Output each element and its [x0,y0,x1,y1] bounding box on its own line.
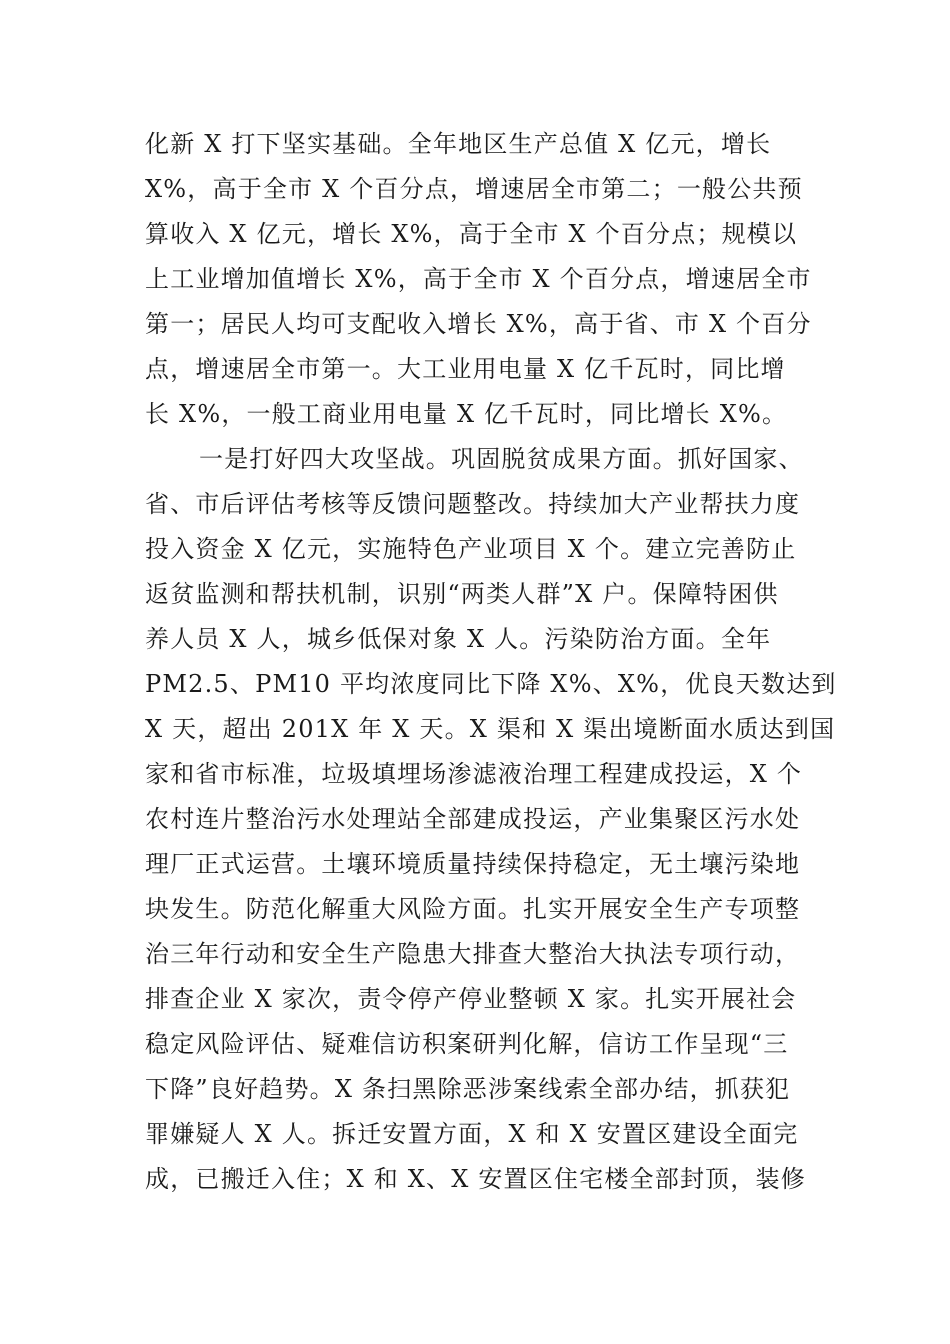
text-line: 返贫监测和帮扶机制，识别“两类人群”X 户。保障特困供 [145,580,779,608]
document-body [145,122,837,1202]
text-line: 治三年行动和安全生产隐患大排查大整治大执法专项行动， [145,940,801,968]
text-line: 理厂正式运营。土壤环境质量持续保持稳定，无土壤污染地 [145,850,801,878]
text-line: 点，增速居全市第一。大工业用电量 X 亿千瓦时，同比增 [145,355,786,383]
text-line: 家和省市标准，垃圾填埋场渗滤液治理工程建成投运，X 个 [145,760,803,788]
text-line: 算收入 X 亿元，增长 X%，高于全市 X 个百分点；规模以 [145,220,798,248]
text-line: 长 X%，一般工商业用电量 X 亿千瓦时，同比增长 X%。 [145,400,788,428]
paragraph-2 [145,437,837,1202]
text-line: 省、市后评估考核等反馈问题整改。持续加大产业帮扶力度 [145,490,801,518]
text-line: 上工业增加值增长 X%，高于全市 X 个百分点，增速居全市 [145,265,812,293]
text-line: PM2.5、PM10 平均浓度同比下降 X%、X%，优良天数达到 [145,670,837,698]
paragraph-1 [145,122,812,437]
text-line: 块发生。防范化解重大风险方面。扎实开展安全生产专项整 [145,895,801,923]
text-line: 排查企业 X 家次，责令停产停业整顿 X 家。扎实开展社会 [145,985,797,1013]
text-line: 罪嫌疑人 X 人。拆迁安置方面，X 和 X 安置区建设全面完 [145,1120,799,1148]
text-line: 稳定风险评估、疑难信访积案研判化解，信访工作呈现“三 [145,1030,789,1058]
text-line: X%，高于全市 X 个百分点，增速居全市第二；一般公共预 [145,175,803,203]
text-line: 农村连片整治污水处理站全部建成投运，产业集聚区污水处 [145,805,801,833]
text-line: X 天，超出 201X 年 X 天。X 渠和 X 渠出境断面水质达到国 [145,715,836,743]
text-line: 养人员 X 人，城乡低保对象 X 人。污染防治方面。全年 [145,625,772,653]
text-line: 投入资金 X 亿元，实施特色产业项目 X 个。建立完善防止 [145,535,797,563]
text-line: 下降”良好趋势。X 条扫黑除恶涉案线索全部办结，抓获犯 [145,1075,791,1103]
text-line: 成，已搬迁入住；X 和 X、X 安置区住宅楼全部封顶，装修 [145,1165,806,1193]
text-line: 第一；居民人均可支配收入增长 X%，高于省、市 X 个百分 [145,310,812,338]
text-line: 化新 X 打下坚实基础。全年地区生产总值 X 亿元，增长 [145,130,772,158]
text-line: 一是打好四大攻坚战。巩固脱贫成果方面。抓好国家、 [199,445,804,473]
